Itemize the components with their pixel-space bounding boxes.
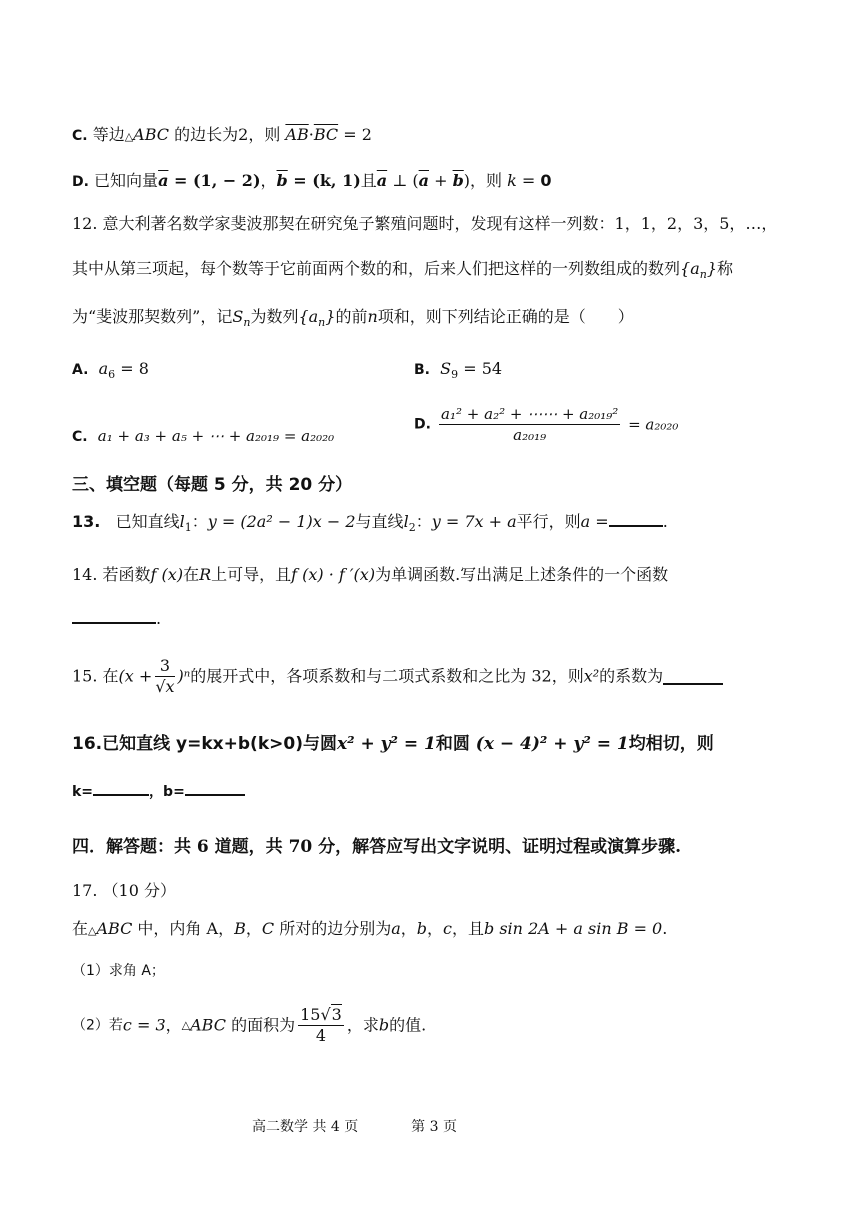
q14-line-1 <box>72 564 668 586</box>
math-sub: n <box>699 268 707 282</box>
math-var: k <box>507 171 517 190</box>
math-var: S <box>232 307 244 326</box>
option-label: D. <box>414 416 431 433</box>
math-var: C <box>261 919 275 938</box>
text: 为“斐波那契数列”，记 <box>72 307 233 326</box>
math-var: ABC <box>133 125 170 144</box>
math: {a <box>680 259 700 278</box>
math-var: ABC <box>190 1015 226 1035</box>
answer-blank <box>72 608 156 624</box>
numerator: 15√3 <box>300 1005 342 1024</box>
math-expr: = (1, − 2) <box>168 171 261 190</box>
text: ： <box>415 512 432 531</box>
text: 的展开式中，各项系数和与二项式系数和之比为 32，则 <box>190 666 584 686</box>
math-expr: (x − 4)² + y² = 1 <box>475 734 629 754</box>
page-footer <box>252 1116 457 1136</box>
dot-operator: · <box>308 125 314 144</box>
math-eq: = 54 <box>458 359 503 378</box>
math: } <box>325 307 336 326</box>
text: 所对的边分别为 <box>274 919 392 938</box>
q17-statement <box>72 918 667 942</box>
math-var: S <box>440 359 452 378</box>
math-expr: ⊥ ( <box>387 171 419 190</box>
text: 的面积为 <box>225 1015 296 1035</box>
text: ，求 <box>346 1015 379 1035</box>
text: 的值. <box>389 1015 427 1035</box>
math-var: R <box>199 565 212 584</box>
section-heading-solutions: 四．解答题：共 6 道题，共 70 分，解答应写出文字说明、证明过程或演算步骤. <box>72 837 682 857</box>
answer-blank <box>663 669 723 685</box>
text: ，则 <box>248 125 286 144</box>
text: 等边 <box>92 125 125 144</box>
math: {a <box>298 307 319 326</box>
q12-option-d <box>414 404 678 445</box>
text: 在 <box>183 565 200 584</box>
text: ，则 <box>470 171 508 190</box>
text: ， <box>400 919 417 938</box>
math-eq: = 2 <box>338 125 372 144</box>
text: ， <box>245 919 262 938</box>
numerator: a₁² + a₂² + ⋯⋯ + a₂₀₁₉² <box>441 405 619 423</box>
q17-part-2 <box>72 1005 426 1046</box>
denominator: 4 <box>315 1026 327 1045</box>
math-expr: b sin 2A + a sin B = 0 <box>484 919 663 938</box>
vector-a: $\overline{a}$ <box>376 171 388 190</box>
text: ， <box>149 784 164 800</box>
text: 和圆 <box>435 734 476 754</box>
q11-option-d <box>72 170 552 193</box>
option-label: B. <box>414 362 430 378</box>
text: . <box>662 919 668 938</box>
math-expr: a₁ + a₃ + a₅ + ⋯ + a₂₀₁₉ = a₂₀₂₀ <box>97 427 335 445</box>
q17-part-1: （1）求角 A； <box>72 963 165 979</box>
answer-blank <box>93 780 149 796</box>
triangle-symbol: △ <box>181 1018 191 1032</box>
text: b= <box>163 784 185 800</box>
q15 <box>72 656 723 697</box>
math-sub: n <box>318 316 326 330</box>
math-expr: x² + y² = 1 <box>336 734 436 754</box>
option-label: C. <box>72 128 88 144</box>
text: 的边长为 <box>169 125 239 144</box>
text: 平行，则 <box>516 512 581 531</box>
footer-page-number: 第 3 页 <box>411 1119 457 1135</box>
q13 <box>72 511 668 539</box>
denominator: √x <box>155 677 175 696</box>
text: （2）若 <box>72 1017 123 1034</box>
math-sub: 9 <box>451 368 459 382</box>
vector-b: $\overline{b}$ <box>452 171 464 190</box>
math-num: 3 <box>331 1005 342 1024</box>
math-var: B <box>234 919 246 938</box>
sequence-an <box>298 307 336 330</box>
math-eq: = <box>516 171 541 190</box>
math-expr: = (k, 1) <box>287 171 361 190</box>
triangle-symbol: △ <box>124 130 134 143</box>
math-var: a <box>98 359 109 378</box>
math-var: l <box>179 512 185 531</box>
text: 为数列 <box>250 307 299 326</box>
math-expr: a = <box>580 512 609 531</box>
text: 为单调函数.写出满足上述条件的一个函数 <box>375 565 669 584</box>
math-expr: + <box>429 171 453 190</box>
vector-a: $\overline{a}$ <box>158 171 169 190</box>
text: ， <box>165 1015 182 1035</box>
math-sub: n <box>243 316 251 330</box>
text: 16.已知直线 y=kx+b(k>0)与圆 <box>72 734 337 754</box>
q16-line-1 <box>72 733 714 755</box>
text: 称 <box>717 259 734 278</box>
text: k= <box>72 784 94 800</box>
math-var: b <box>416 919 428 938</box>
math: } <box>706 259 718 278</box>
q16-line-2 <box>72 780 245 803</box>
math-eq: = a₂₀₂₀ <box>623 415 679 434</box>
q12-line-3 <box>72 306 634 334</box>
text: 且 <box>360 171 377 190</box>
math-num: 2 <box>238 125 249 144</box>
q12-option-a <box>72 358 149 386</box>
q12-option-c <box>72 425 334 448</box>
option-label: D. <box>72 174 89 190</box>
q14-line-2 <box>72 608 161 630</box>
math-expr: y = (2a² − 1)x − 2 <box>207 512 356 531</box>
text: ，且 <box>452 919 485 938</box>
vector-ab: $\overline{AB}$ <box>285 125 309 144</box>
text: 已知向量 <box>94 171 159 190</box>
sequence-an <box>680 259 718 282</box>
text: 中，内角 A， <box>132 919 235 938</box>
math-var: b <box>378 1015 390 1035</box>
q17-heading: 17. （10 分） <box>72 881 176 900</box>
math-expr: f (x) <box>150 565 184 584</box>
math-var: l <box>403 512 409 531</box>
triangle-symbol: △ <box>88 924 97 937</box>
fraction <box>155 656 174 697</box>
text: ， <box>260 171 277 190</box>
text: . <box>156 609 162 628</box>
math-expr: y = 7x + a <box>431 512 517 531</box>
text: 与直线 <box>355 512 404 531</box>
option-label: C. <box>72 429 88 445</box>
math-expr: (x + <box>118 666 153 686</box>
q12-line-1: 12. 意大利著名数学家斐波那契在研究兔子繁殖问题时，发现有这样一列数：1，1，2，3，5，…， <box>72 214 778 233</box>
math-var: n <box>367 307 378 326</box>
vector-b: $\overline{b}$ <box>276 171 288 190</box>
math-expr: )ⁿ <box>177 666 191 686</box>
math-var: c <box>443 919 452 938</box>
fraction <box>439 404 620 445</box>
option-label: A. <box>72 362 89 378</box>
section-heading-fill-in: 三、填空题（每题 5 分，共 20 分） <box>72 475 353 495</box>
footer-total-pages: 高二数学 共 4 页 <box>252 1119 359 1135</box>
math-var: ABC <box>96 919 133 938</box>
text: 已知直线 <box>115 512 180 531</box>
math-sub: 1 <box>184 521 192 535</box>
answer-blank <box>609 511 663 527</box>
math-expr: f (x) · f ′(x) <box>291 565 376 584</box>
q12-option-b <box>414 358 502 386</box>
text: 14. 若函数 <box>72 565 151 584</box>
q11-option-c <box>72 124 372 148</box>
math-expr: x² <box>583 666 600 686</box>
text: 其中从第三项起，每个数等于它前面两个数的和，后来人们把这样的一列数组成的数列 <box>72 259 681 278</box>
vector-bc: $\overline{BC}$ <box>313 125 339 144</box>
math-sub: 2 <box>408 521 416 535</box>
vector-a: $\overline{a}$ <box>418 171 429 190</box>
math-eq: = 8 <box>115 359 149 378</box>
text: ， <box>427 919 444 938</box>
answer-blank <box>185 780 245 796</box>
fraction <box>298 1005 344 1046</box>
denominator: a₂₀₁₉ <box>513 426 547 444</box>
math-sub: 6 <box>108 368 116 382</box>
text: 项和，则下列结论正确的是（ ） <box>377 307 634 326</box>
text: 上可导，且 <box>211 565 292 584</box>
text: 在 <box>72 919 89 938</box>
text: ： <box>191 512 208 531</box>
text: 15. 在 <box>72 666 119 686</box>
text: 的前 <box>335 307 368 326</box>
question-number: 13. <box>72 512 101 531</box>
math-num: 0 <box>540 171 552 190</box>
math-var: a <box>391 919 401 938</box>
text: 均相切，则 <box>628 734 714 754</box>
math-num: 15 <box>300 1005 321 1024</box>
q12-line-2 <box>72 258 733 286</box>
math-expr: c = 3 <box>122 1015 166 1035</box>
numerator: 3 <box>155 656 174 677</box>
text: . <box>662 512 668 531</box>
text: 的系数为 <box>599 666 664 686</box>
math-expr: ) <box>463 171 471 190</box>
